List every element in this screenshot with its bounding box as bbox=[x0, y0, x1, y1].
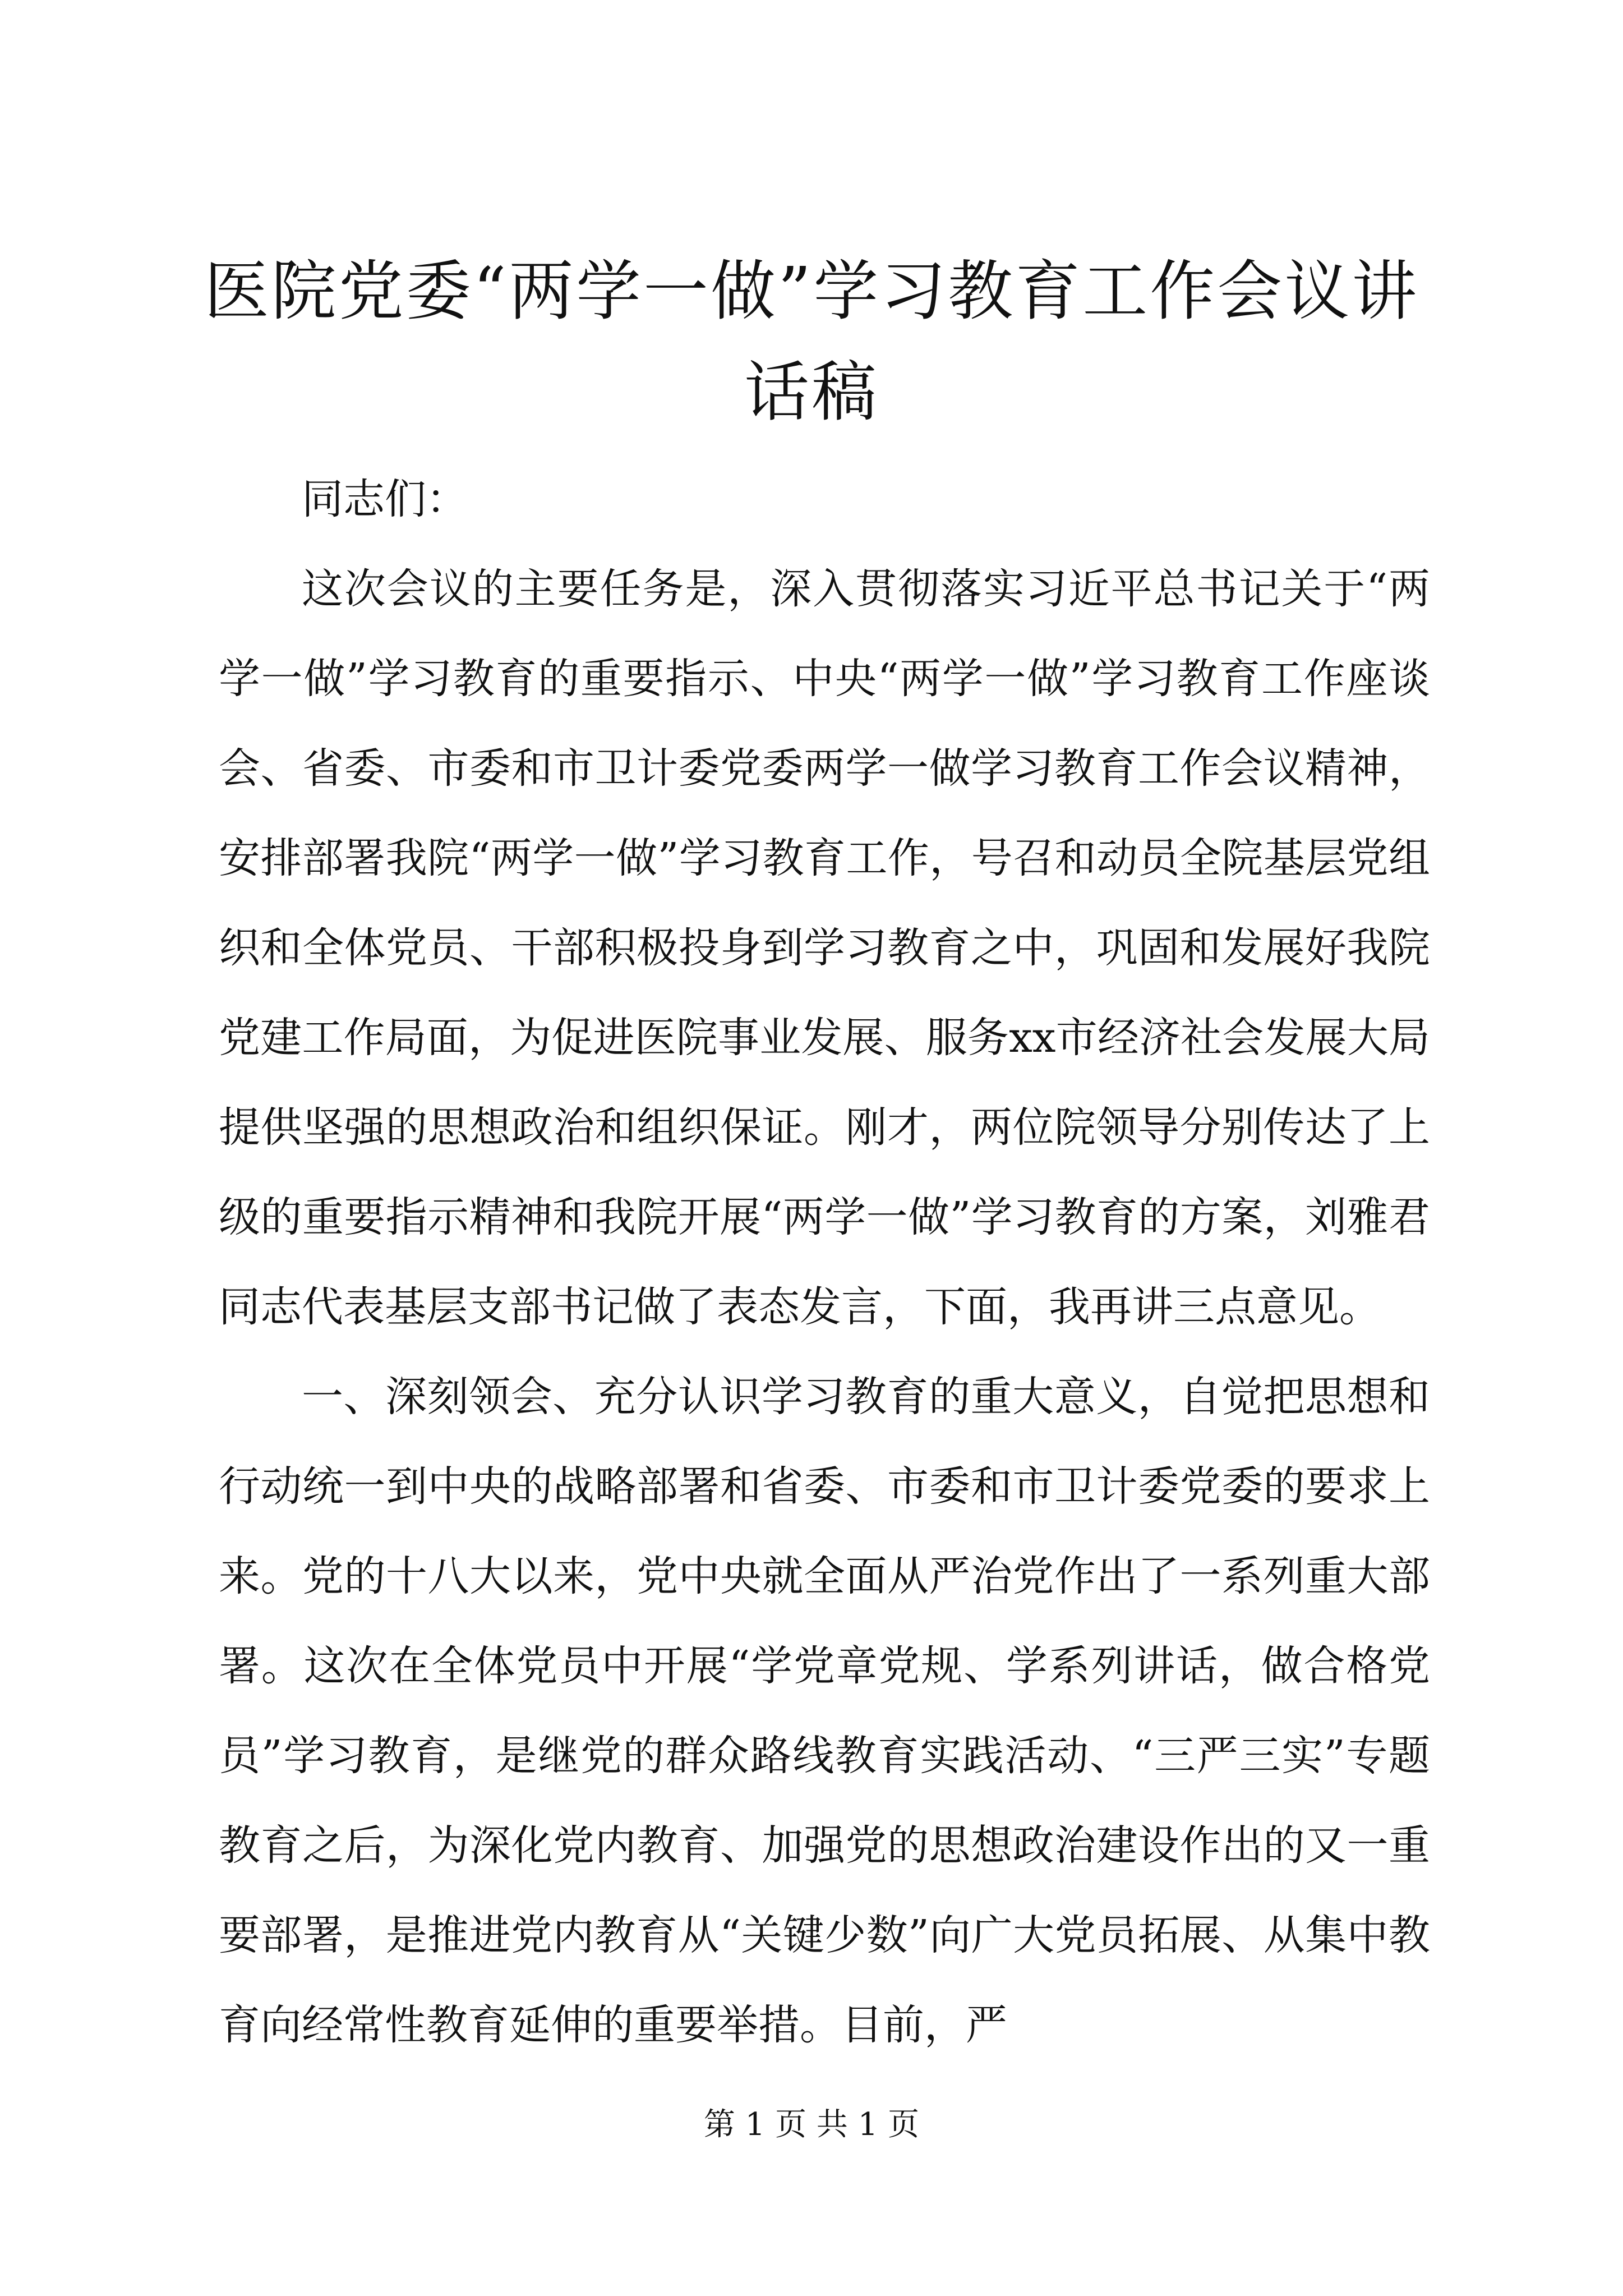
intro-paragraph: 这次会议的主要任务是，深入贯彻落实习近平总书记关于“两学一做”学习教育的重要指示、中央“两学一做”学习教育工作座谈会、省委、市委和市卫计委党委两学一做学习教育工作会议精神，安排部署我院“两学一做”学习教育工作，号召和动员全院基层党组织和全体党员、干部积极投身到学习教育之中，巩固和发展好我院党建工作局面，为促进医院事业发展、服务xx市经济社会发展大局提供坚强的思想政治和组织保证。刚才，两位院领导分别传达了上级的重要指示精神和我院开展“两学一做”学习教育的方案，刘雅君同志代表基层支部书记做了表态发言，下面，我再讲三点意见。 bbox=[219, 565, 1430, 1331]
section-one-paragraph: 一、深刻领会、充分认识学习教育的重大意义，自觉把思想和行动统一到中央的战略部署和省委、市委和市卫计委党委的要求上来。党的十八大以来，党中央就全面从严治党作出了一系列重大部署。这次在全体党员中开展“学党章党规、学系列讲话，做合格党员”学习教育，是继党的群众路线教育实践活动、“三严三实”专题教育之后，为深化党内教育、加强党的思想政治建设作出的又一重要部署，是推进党内教育从“关键少数”向广大党员拓展、从集中教育向经常性教育延伸的重要举措。目前，严 bbox=[219, 1373, 1430, 2049]
document-body bbox=[219, 454, 1430, 2070]
page-footer: 第 1 页 共 1 页 bbox=[703, 2106, 920, 2143]
document-title: 医院党委“两学一做”学习教育工作会议讲话稿 bbox=[204, 254, 1419, 430]
salutation-paragraph: 同志们： bbox=[302, 475, 468, 523]
